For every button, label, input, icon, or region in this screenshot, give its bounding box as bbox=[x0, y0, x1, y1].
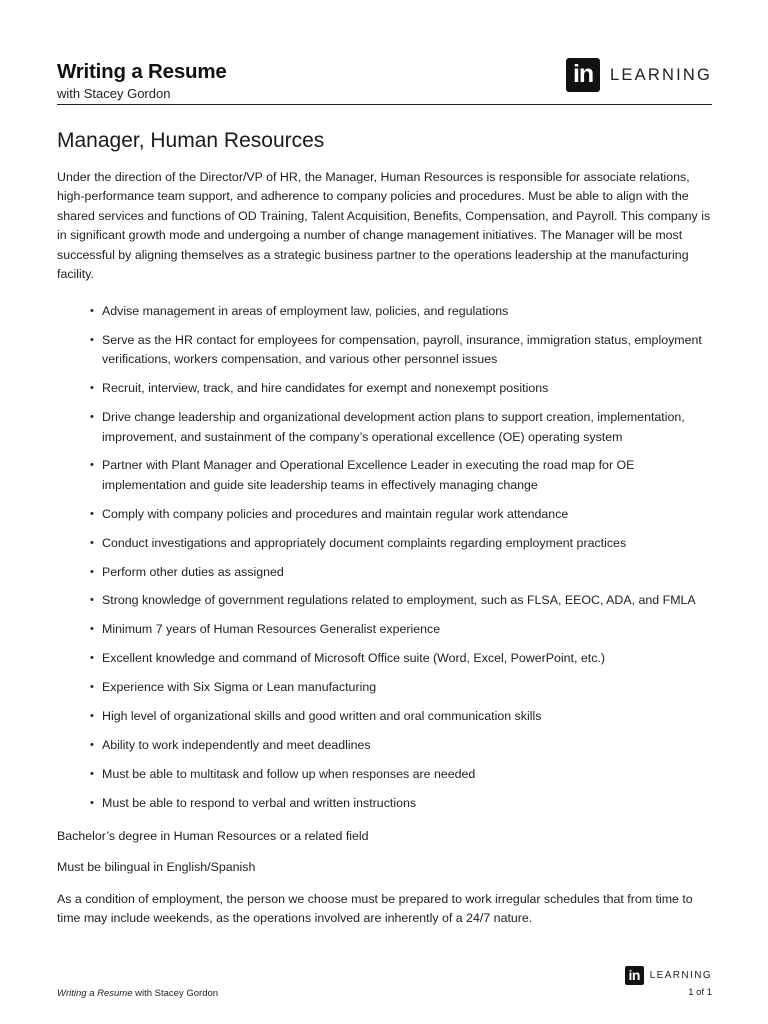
job-title: Manager, Human Resources bbox=[57, 129, 325, 152]
list-item: • Partner with Plant Manager and Operational Excellence Leader in executing the road map for OE implementation and guide site leadership teams in effectively managing change bbox=[57, 456, 712, 495]
list-item: • Perform other duties as assigned bbox=[57, 563, 712, 582]
linkedin-learning-logo bbox=[566, 58, 712, 92]
footer-logo bbox=[625, 966, 712, 985]
footer-course-author: with Stacey Gordon bbox=[132, 988, 219, 999]
footer-course-credit bbox=[57, 988, 218, 999]
document-title: Writing a Resume bbox=[57, 60, 227, 83]
list-item: • Conduct investigations and appropriately document complaints regarding employment practices bbox=[57, 534, 712, 553]
list-item: • Excellent knowledge and command of Microsoft Office suite (Word, Excel, PowerPoint, etc.) bbox=[57, 649, 712, 668]
linkedin-icon: in bbox=[625, 966, 644, 985]
job-intro-paragraph: Under the direction of the Director/VP of HR, the Manager, Human Resources is responsible for associate relations, high-performance team support, and adherence to company policies and procedures. Must be able to align with the shared services and functions of OD Training, Talent Acquisition, Benefits, Compensation, and Payroll. This company is in significant growth mode and undergoing a number of change management initiatives. The Manager will be most successful by aligning themselves as a strategic business partner to the operations leadership at the manufacturing facility. bbox=[57, 170, 711, 282]
document-header bbox=[57, 58, 712, 105]
list-item: • Recruit, interview, track, and hire candidates for exempt and nonexempt positions bbox=[57, 379, 712, 398]
list-item: • Experience with Six Sigma or Lean manufacturing bbox=[57, 678, 712, 697]
education-requirement: Bachelor’s degree in Human Resources or a related field bbox=[57, 829, 369, 843]
list-item: • Drive change leadership and organizational development action plans to support creation, implementation, improvement, and sustainment of the company’s operational excellence (OE) operating system bbox=[57, 408, 712, 447]
logo-wordmark: LEARNING bbox=[610, 65, 712, 84]
responsibilities-list bbox=[57, 302, 712, 823]
list-item: • Must be able to multitask and follow up when responses are needed bbox=[57, 765, 712, 784]
logo-wordmark: LEARNING bbox=[649, 970, 712, 981]
list-item: • Serve as the HR contact for employees for compensation, payroll, insurance, immigration status, employment verifications, workers compensation, and various other personnel issues bbox=[57, 331, 712, 370]
list-item: • Comply with company policies and procedures and maintain regular work attendance bbox=[57, 505, 712, 524]
page-number: 1 of 1 bbox=[688, 987, 712, 998]
list-item: • Must be able to respond to verbal and written instructions bbox=[57, 794, 712, 813]
list-item: • Minimum 7 years of Human Resources Generalist experience bbox=[57, 620, 712, 639]
list-item: • High level of organizational skills and good written and oral communication skills bbox=[57, 707, 712, 726]
language-requirement: Must be bilingual in English/Spanish bbox=[57, 860, 256, 874]
schedule-requirement: As a condition of employment, the person we choose must be prepared to work irregular schedules that from time to time may include weekends, as the operations involved are inherently of a 24/7 nature. bbox=[57, 892, 693, 926]
footer-course-title: Writing a Resume bbox=[57, 988, 133, 999]
list-item: • Strong knowledge of government regulations related to employment, such as FLSA, EEOC, ADA, and FMLA bbox=[57, 591, 712, 610]
list-item: • Ability to work independently and meet deadlines bbox=[57, 736, 712, 755]
document-subtitle: with Stacey Gordon bbox=[57, 86, 171, 101]
linkedin-icon: in bbox=[566, 58, 600, 92]
list-item: • Advise management in areas of employment law, policies, and regulations bbox=[57, 302, 712, 321]
